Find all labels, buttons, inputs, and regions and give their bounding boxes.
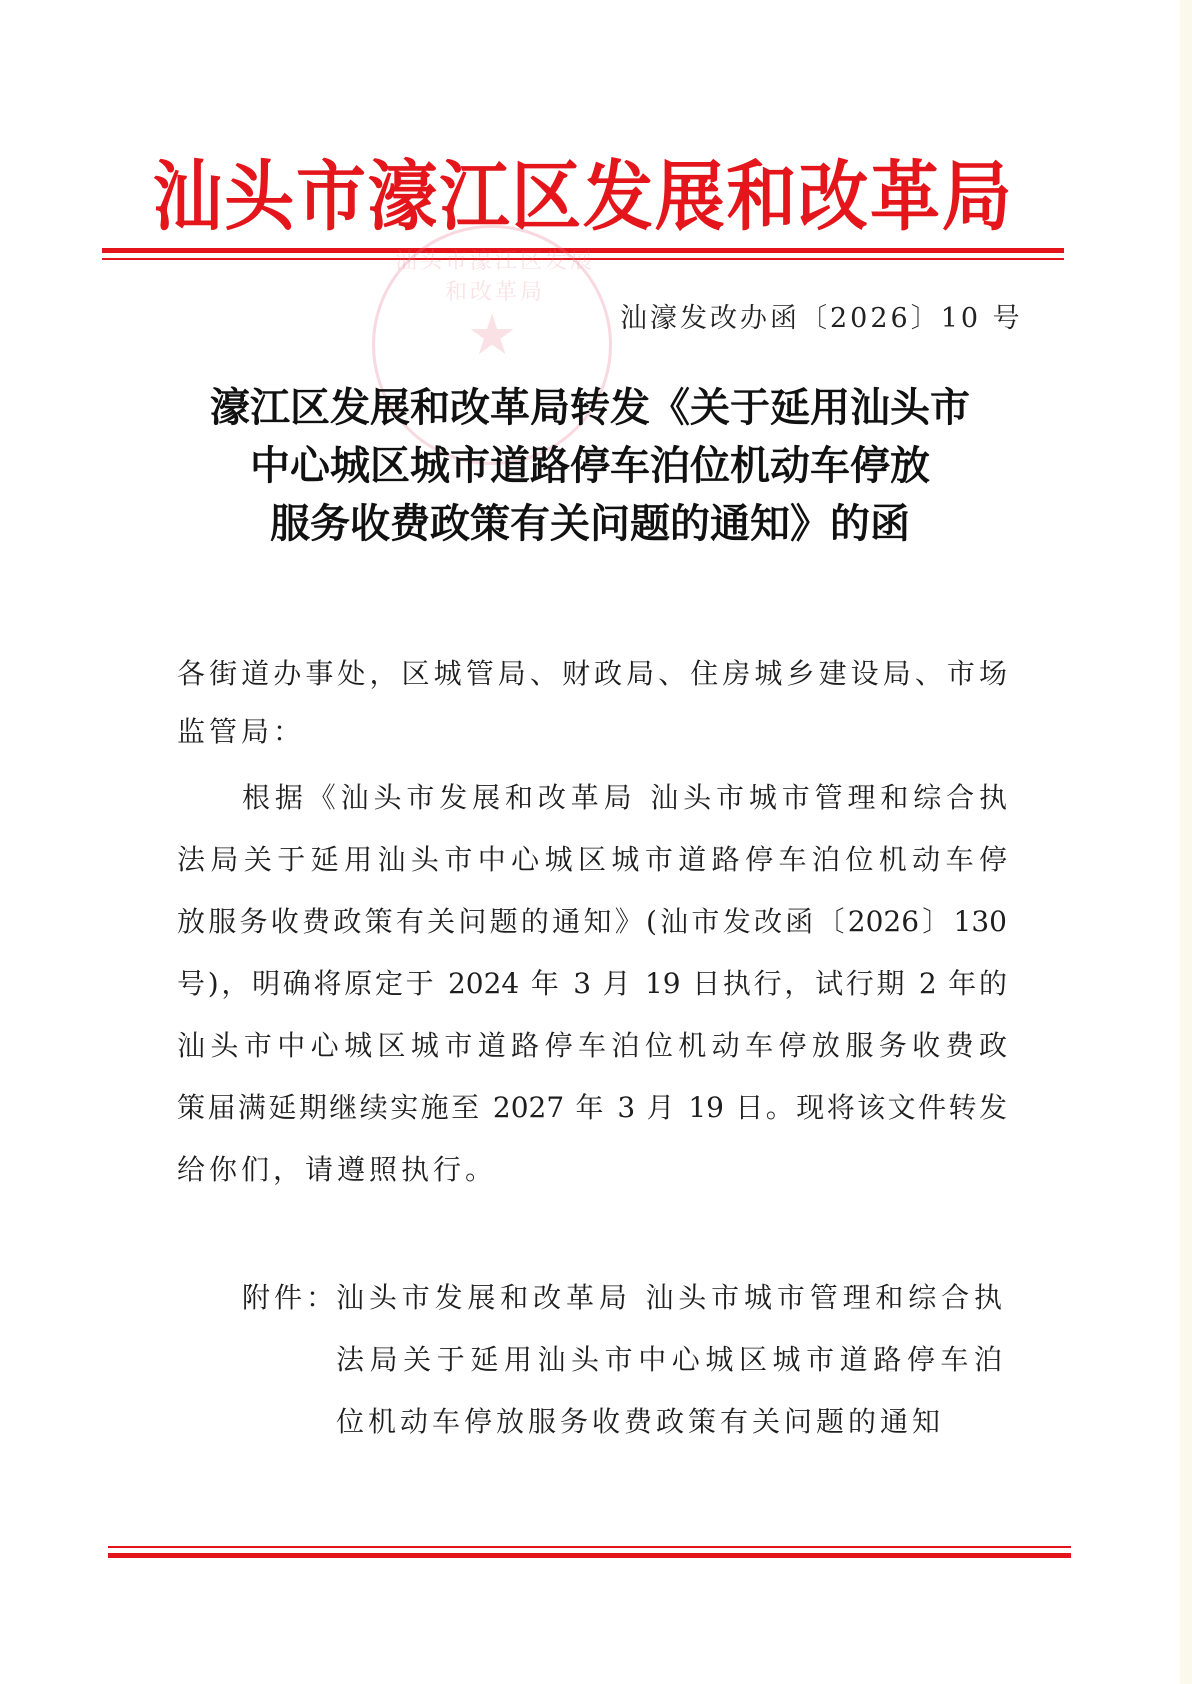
body-paragraph-line: 策届满延期继续实施至 2027 年 3 月 19 日。现将该文件转发: [177, 1091, 1007, 1124]
document-title-line: 濠江区发展和改革局转发《关于延用汕头市: [210, 384, 970, 431]
body-paragraph-line: 号)，明确将原定于 2024 年 3 月 19 日执行，试行期 2 年的: [177, 967, 1007, 1000]
attachment-title-line: 位机动车停放服务收费政策有关问题的通知: [336, 1405, 945, 1438]
attachment-title-line: 法局关于延用汕头市中心城区城市道路停车泊: [336, 1343, 1006, 1376]
footer-rule-thick: [108, 1553, 1071, 1558]
masthead-agency-name: 汕头市濠江区发展和改革局: [152, 151, 1014, 241]
body-paragraph-line: 汕头市中心城区城市道路停车泊位机动车停放服务收费政: [177, 1029, 1007, 1062]
salutation-line: 监管局：: [177, 715, 306, 748]
salutation-line: 各街道办事处，区城管局、财政局、住房城乡建设局、市场: [177, 657, 1007, 690]
footer-rule-thin: [108, 1546, 1071, 1548]
document-number: 汕濠发改办函〔2026〕10 号: [620, 303, 1023, 334]
document-title-line: 服务收费政策有关问题的通知》的函: [270, 500, 910, 547]
seal-text: 汕头市濠江区发展和改革局: [395, 249, 596, 305]
seal-star-icon: ★: [467, 303, 518, 368]
attachment-title-line: 汕头市发展和改革局 汕头市城市管理和综合执: [336, 1281, 1006, 1314]
document-title-line: 中心城区城市道路停车泊位机动车停放: [250, 442, 930, 489]
body-paragraph-line: 放服务收费政策有关问题的通知》(汕市发改函〔2026〕130: [177, 905, 1007, 938]
body-paragraph-line: 给你们，请遵照执行。: [177, 1153, 498, 1186]
attachment-label: 附件：: [242, 1281, 339, 1314]
page-edge-strip: [1180, 0, 1192, 1684]
body-paragraph-line: 根据《汕头市发展和改革局 汕头市城市管理和综合执: [242, 781, 1007, 814]
body-paragraph-line: 法局关于延用汕头市中心城区城市道路停车泊位机动车停: [177, 843, 1007, 876]
